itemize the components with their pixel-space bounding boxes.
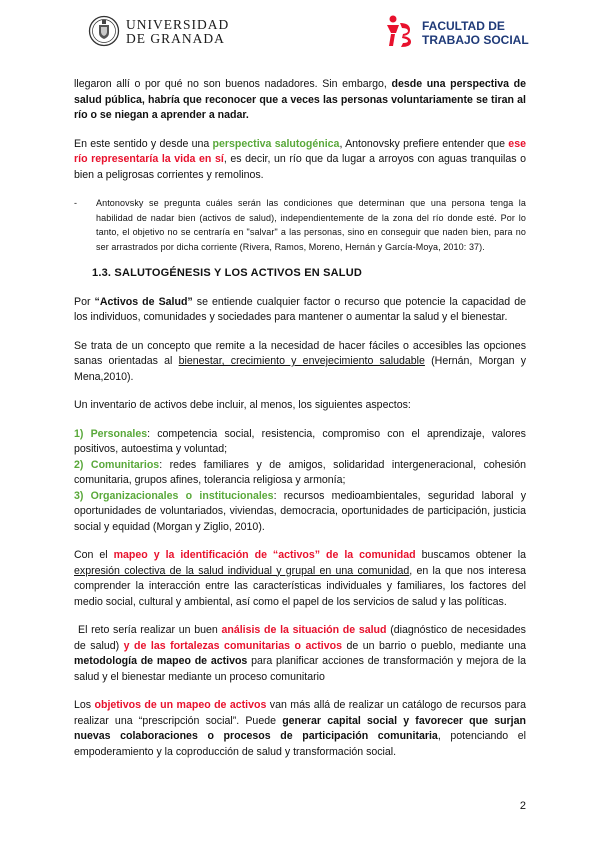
list-item: 2) Comunitarios: redes familiares y de amigos, solidaridad intergeneracional, cohesión comunitaria, grupos afines, tolerancia religiosa y armonía;	[74, 458, 526, 486]
quote-block	[74, 196, 526, 254]
paragraph-8: Los objetivos de un mapeo de activos van más allá de realizar un catálogo de recursos para realizar una “prescripción social”. Puede generar capital social y favorecer que surjan nuevas colaboraciones o procesos de participación comunitaria, potenciando el empoderamiento y la coproducción de salud y transformación social.	[74, 699, 527, 758]
paragraph-4: Se trata de un concepto que remite a la necesidad de hacer fáciles o accesibles las opciones sanas orientadas al bienestar, crecimiento y envejecimiento saludable (Hernán, Morgan y Mena,2010).	[74, 339, 526, 383]
page-number: 2	[519, 800, 526, 812]
paragraph-3: Por “Activos de Salud” se entiende cualquier factor o recurso que potencie la capacidad de los individuos, comunidades y sociedades para mantener o aumentar la salud y el bienestar.	[74, 295, 526, 323]
page-header	[0, 0, 600, 60]
faculty-emblem-icon	[384, 14, 414, 48]
paragraph-5: Un inventario de activos debe incluir, al menos, los siguientes aspectos:	[74, 399, 411, 411]
universidad-granada-logo	[88, 14, 238, 50]
assets-list	[74, 427, 526, 536]
faculty-logo	[384, 14, 534, 50]
quote-text: Antonovsky se pregunta cuáles serán las condiciones que determinan que una persona tenga la habilidad de nadar bien (activos de salud), independientemente de la zona del río donde esté. Por lo tanto, el objetivo no se centraría en "salvar" a las personas, sino en conseguir que naden bien, para no ser arrastrados por dicha corriente (Rivera, Ramos, Moreno, Hernán y García-Moya, 2010: 37).	[96, 198, 526, 252]
quote-dash: -	[74, 198, 77, 208]
paragraph-2: En este sentido y desde una perspectiva salutogénica, Antonovsky prefiere entender que ese río representaría la vida en sí, es decir, un río que da lugar a arroyos con aguas tranquilas o bien a peligrosas corrientes y remolinos.	[74, 137, 526, 181]
paragraph-1: llegaron allí o por qué no son buenos nadadores. Sin embargo, desde una perspectiva de salud pública, habría que reconocer que a veces las personas voluntariamente se tiran al río o se niegan a aprender a nadar.	[74, 78, 527, 121]
paragraph-6: Con el mapeo y la identificación de “activos” de la comunidad buscamos obtener la expresión colectiva de la salud individual y grupal en una comunidad, en la que nos interesa comprender la interacción entre las características individuales y familiares, los factores del medio social, cultural y ambiental, así como el papel de los servicios de salud y las políticas.	[74, 549, 527, 608]
university-name: UNIVERSIDAD DE GRANADA	[126, 17, 230, 46]
university-seal-icon	[88, 14, 120, 48]
document-body	[74, 77, 526, 773]
paragraph-7: El reto sería realizar un buen análisis de la situación de salud (diagnóstico de necesidades de salud) y de las fortalezas comunitarias o activos de un barrio o pueblo, mediante una metodología de mapeo de activos para planificar acciones de transformación y mejora de la salud y el bienestar mediante un proceso comunitario	[74, 624, 526, 683]
list-item: 3) Organizacionales o institucionales: recursos medioambientales, seguridad laboral y oportunidades de voluntariados, viviendas, democracia, oportunidades de participación, justicia social y equidad (Morgan y Ziglio, 2010).	[74, 489, 526, 533]
list-item: 1) Personales: competencia social, resistencia, compromiso con el aprendizaje, valores positivos, autoestima y voluntad;	[74, 427, 526, 455]
section-title: 1.3. SALUTOGÉNESIS Y LOS ACTIVOS EN SALUD	[92, 267, 363, 279]
faculty-name: FACULTAD DE TRABAJO SOCIAL	[422, 19, 529, 47]
